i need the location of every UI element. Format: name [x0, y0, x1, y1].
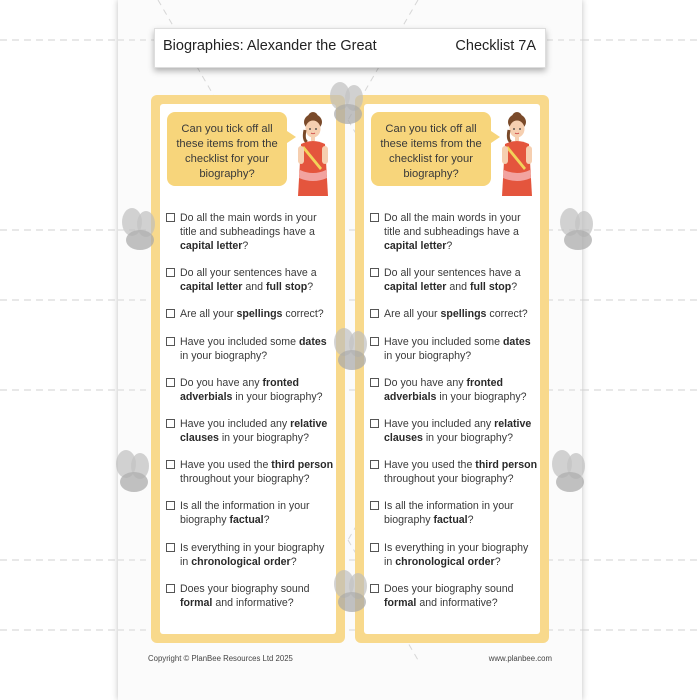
bookmark-card-right	[355, 95, 549, 643]
checklist-text: in your biography?	[232, 390, 323, 403]
checklist-item	[165, 376, 335, 404]
checkbox-icon[interactable]	[370, 268, 379, 277]
bee-icon	[104, 450, 162, 496]
checklist-text: Is all the information in your biography	[384, 500, 514, 527]
checklist-keyword: dates	[298, 335, 327, 348]
checklist-item	[165, 541, 335, 569]
checklist-item	[369, 211, 539, 253]
checklist-keyword: third person	[475, 459, 538, 472]
checklist-item	[165, 458, 335, 486]
checklist-text: Do all the main words in your title and subheadings have a	[384, 212, 521, 238]
checklist-keyword: spellings	[236, 308, 283, 321]
checklist-text: Have you included any	[180, 417, 291, 430]
checklist-text: throughout your biography?	[384, 473, 514, 486]
checklist-text: ?	[446, 240, 453, 252]
checkbox-icon[interactable]	[166, 584, 175, 593]
checklist-item	[369, 335, 539, 363]
checklist-item	[165, 211, 335, 253]
checklist-text: Do all your sentences have a	[180, 267, 317, 280]
checklist-keyword: factual	[433, 514, 468, 527]
checklist-item	[369, 458, 539, 486]
checklist-keyword: capital letter	[180, 281, 243, 294]
checklist-text: ?	[511, 281, 518, 294]
checklist-keyword: factual	[229, 514, 264, 527]
checklist-text: ?	[242, 240, 249, 252]
checklist-item	[165, 582, 335, 610]
checklist-code: Checklist 7A	[455, 38, 536, 54]
checklist-text: Is everything in your biography in	[180, 541, 325, 568]
checklist-text: correct?	[282, 308, 324, 321]
checkbox-icon[interactable]	[370, 543, 379, 552]
checklist-text: Are all your	[384, 308, 441, 321]
checklist-item	[165, 499, 335, 527]
bee-icon	[322, 570, 380, 616]
checkbox-icon[interactable]	[166, 337, 175, 346]
checkbox-icon[interactable]	[166, 501, 175, 510]
checklist-keyword: capital letter	[384, 281, 447, 294]
checklist-text: Is all the information in your biography	[180, 500, 310, 527]
checkbox-icon[interactable]	[370, 378, 379, 387]
checklist-text: correct?	[486, 308, 528, 321]
checklist-item	[369, 582, 539, 610]
checkbox-icon[interactable]	[370, 213, 379, 222]
bee-icon	[540, 450, 598, 496]
bookmark-card-inner	[160, 104, 336, 634]
bee-icon	[548, 208, 606, 254]
checklist-text: in your biography?	[180, 349, 268, 362]
checklist-item	[369, 376, 539, 404]
checklist-keyword: fronted adverbials	[384, 376, 503, 403]
checklist-text: Have you used the	[384, 459, 476, 472]
bookmark-card-inner	[364, 104, 540, 634]
checklist-keyword: capital letter	[384, 240, 447, 252]
checklist-text: throughout your biography?	[180, 473, 310, 486]
checklist-text: Have you used the	[180, 459, 272, 472]
checklist-text: and	[242, 281, 266, 294]
checklist-text: ?	[290, 555, 297, 568]
checklist-keyword: relative clauses	[384, 417, 532, 444]
checkbox-icon[interactable]	[370, 419, 379, 428]
checklist-keyword: full stop	[469, 281, 512, 294]
checkbox-icon[interactable]	[166, 543, 175, 552]
checklist-keyword: chronological order	[191, 555, 291, 568]
checkbox-icon[interactable]	[370, 460, 379, 469]
bookmark-card-left	[151, 95, 345, 643]
checklist-text: in your biography?	[218, 431, 309, 444]
checklist-item	[369, 307, 539, 321]
checklist-keyword: full stop	[265, 281, 308, 294]
checklist-keyword: formal	[180, 596, 213, 609]
checkbox-icon[interactable]	[166, 419, 175, 428]
checklist-text: and	[446, 281, 470, 294]
checkbox-icon[interactable]	[370, 501, 379, 510]
checklist-keyword: relative clauses	[180, 417, 328, 444]
bee-icon	[322, 328, 380, 374]
checklist-text: Do all the main words in your title and subheadings have a	[180, 212, 317, 238]
speech-bubble: Can you tick off all these items from the checklist for your biography?	[371, 112, 491, 186]
checklist-item	[165, 307, 335, 321]
checklist-keyword: capital letter	[180, 240, 243, 252]
checklist-text: Do you have any	[384, 376, 467, 389]
checklist-keyword: third person	[271, 459, 334, 472]
checklist-text: Have you included some	[180, 335, 299, 348]
checklist-keyword: chronological order	[395, 555, 495, 568]
checklist-text: Are all your	[180, 308, 237, 321]
website-text: www.planbee.com	[488, 654, 552, 663]
copyright-text: Copyright © PlanBee Resources Ltd 2025	[148, 654, 293, 663]
checklist-keyword: fronted adverbials	[180, 376, 299, 403]
checklist-text: in your biography?	[384, 349, 472, 362]
checklist-keyword: spellings	[440, 308, 487, 321]
worksheet-title: Biographies: Alexander the Great	[163, 38, 377, 54]
checklist-text: in your biography?	[436, 390, 527, 403]
bee-icon	[110, 208, 168, 254]
checklist-text: ?	[263, 514, 270, 527]
checklist-text: Do you have any	[180, 376, 263, 389]
checklist-item	[165, 417, 335, 445]
checklist-item	[165, 266, 335, 294]
checklist	[165, 211, 335, 623]
checklist-item	[165, 335, 335, 363]
checkbox-icon[interactable]	[166, 268, 175, 277]
checklist-keyword: formal	[384, 596, 417, 609]
character-illustration	[494, 108, 540, 198]
checklist-text: Have you included any	[384, 417, 495, 430]
worksheet-title-bar	[154, 28, 546, 68]
checkbox-icon[interactable]	[166, 309, 175, 318]
checklist-text: Does your biography sound	[384, 582, 514, 595]
checklist-text: ?	[467, 514, 474, 527]
checklist-text: in your biography?	[422, 431, 513, 444]
checkbox-icon[interactable]	[370, 309, 379, 318]
checkbox-icon[interactable]	[166, 460, 175, 469]
checklist-item	[369, 417, 539, 445]
checklist-text: and informative?	[212, 596, 294, 609]
checklist-item	[369, 266, 539, 294]
speech-bubble: Can you tick off all these items from the checklist for your biography?	[167, 112, 287, 186]
checklist-text: ?	[307, 281, 314, 294]
checklist-keyword: dates	[502, 335, 531, 348]
bee-icon	[318, 82, 376, 128]
checklist-text: Have you included some	[384, 335, 503, 348]
checklist-text: Is everything in your biography in	[384, 541, 529, 568]
checklist-text: ?	[494, 555, 501, 568]
checkbox-icon[interactable]	[166, 378, 175, 387]
checklist-text: and informative?	[416, 596, 498, 609]
checklist-item	[369, 541, 539, 569]
checklist-text: Does your biography sound	[180, 582, 310, 595]
checklist-text: Do all your sentences have a	[384, 267, 521, 280]
checklist	[369, 211, 539, 623]
checklist-item	[369, 499, 539, 527]
